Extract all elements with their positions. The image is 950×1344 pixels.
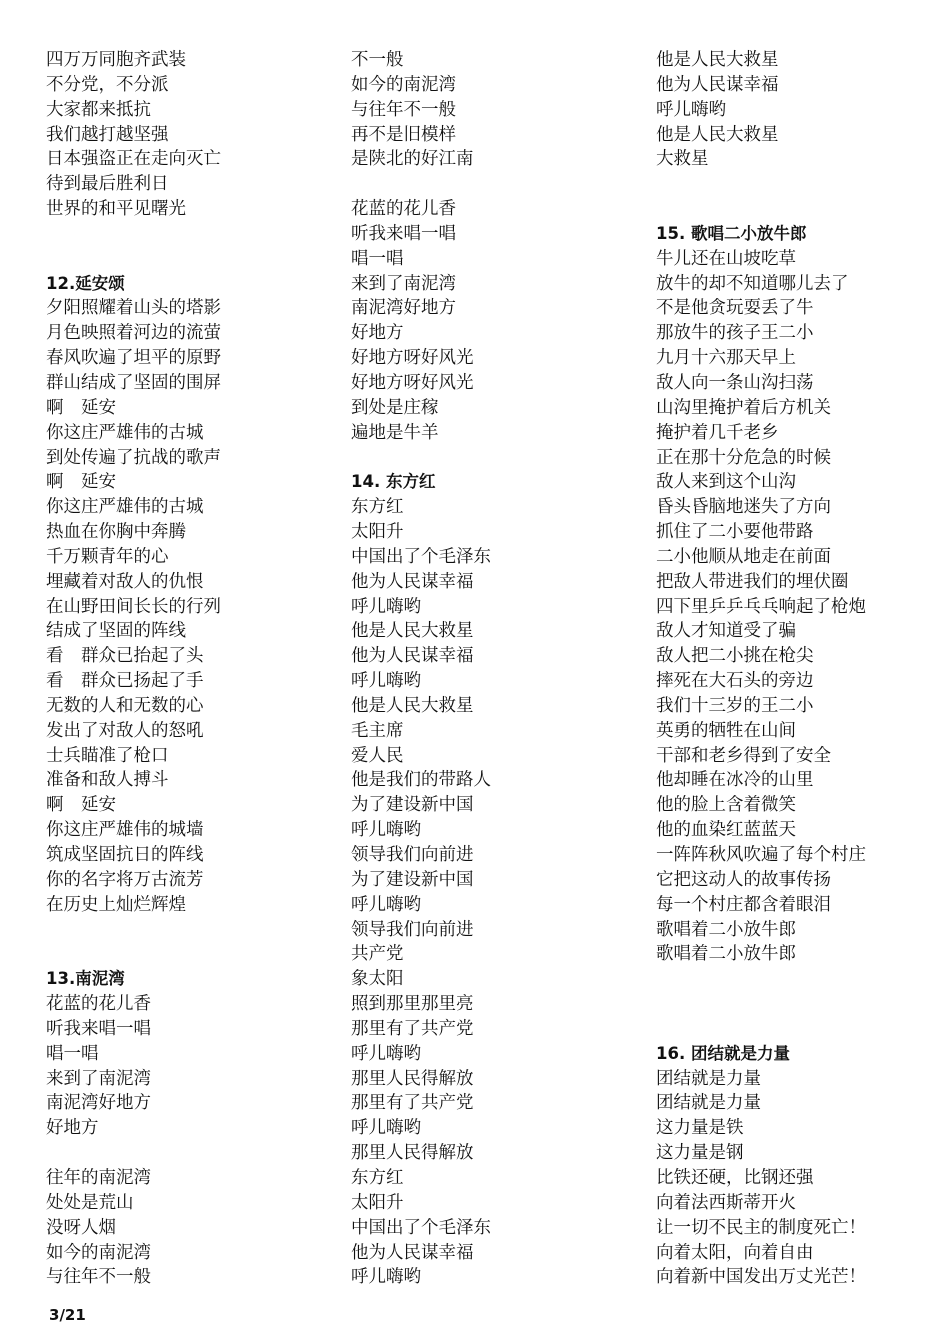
lyric-line: 再不是旧模样 — [351, 124, 456, 145]
blank-line — [46, 1141, 326, 1166]
lyric-line: 群山结成了坚固的围屏 — [46, 372, 221, 393]
lyric-line: 无数的人和无数的心 — [46, 695, 204, 716]
lyric-line: 那里有了共产党 — [351, 1093, 474, 1114]
lyric-line: 他是人民大救星 — [656, 50, 779, 70]
lyric-line: 每一个村庄都含着眼泪 — [656, 894, 831, 915]
lyric-line: 不分党，不分派 — [46, 74, 169, 95]
lyric-line: 往年的南泥湾 — [46, 1167, 151, 1188]
lyric-line: 大救星 — [656, 149, 709, 170]
lyric-line: 看 群众已扬起了手 — [46, 671, 204, 692]
lyric-line: 呼儿嗨哟 — [351, 820, 421, 841]
lyric-line: 好地方呀好风光 — [351, 372, 474, 393]
lyric-line: 日本强盗正在走向灭亡 — [46, 149, 221, 170]
lyric-line: 你这庄严雄伟的城墙 — [46, 820, 204, 841]
lyric-line: 团结就是力量 — [656, 1093, 761, 1114]
lyric-line: 如今的南泥湾 — [351, 74, 456, 95]
lyric-line: 干部和老乡得到了安全 — [656, 745, 831, 766]
lyric-line: 花蓝的花儿香 — [46, 994, 151, 1015]
lyric-line: 热血在你胸中奔腾 — [46, 522, 186, 543]
lyric-line: 在历史上灿烂辉煌 — [46, 894, 186, 915]
lyric-line: 向着太阳，向着自由 — [656, 1242, 814, 1263]
lyric-line: 敌人才知道受了骗 — [656, 621, 796, 642]
lyric-line: 东方红 — [351, 1167, 404, 1188]
lyric-line: 这力量是钢 — [656, 1143, 744, 1164]
lyric-line: 啊 延安 — [46, 397, 116, 418]
lyric-line: 千万颗青年的心 — [46, 546, 169, 567]
lyric-line: 四万万同胞齐武装 — [46, 50, 186, 70]
page-total: 21 — [64, 1306, 86, 1324]
lyric-line: 一阵阵秋风吹遍了每个村庄 — [656, 845, 866, 865]
lyric-line: 他的脸上含着微笑 — [656, 795, 796, 816]
lyric-line: 敌人向一条山沟扫荡 — [656, 372, 814, 393]
lyric-line: 唱一唱 — [351, 248, 404, 269]
lyric-line: 九月十六那天早上 — [656, 348, 796, 369]
page-footer — [49, 1306, 86, 1324]
lyric-line: 把敌人带进我们的埋伏圈 — [656, 571, 849, 592]
lyric-line: 他为人民谋幸福 — [351, 1242, 474, 1263]
lyric-line: 他是人民大救星 — [351, 621, 474, 642]
lyric-line: 听我来唱一唱 — [46, 1018, 151, 1039]
lyric-line: 比铁还硬，比钢还强 — [656, 1167, 814, 1188]
blank-line — [656, 197, 936, 222]
blank-line — [46, 918, 326, 943]
lyric-line: 呼儿嗨哟 — [351, 894, 421, 915]
page-number: 3 — [49, 1306, 60, 1324]
lyric-line: 山沟里掩护着后方机关 — [656, 397, 831, 418]
lyric-line: 花蓝的花儿香 — [351, 199, 456, 220]
lyric-line: 歌唱着二小放牛郎 — [656, 919, 796, 940]
lyric-line: 他是人民大救星 — [656, 124, 779, 145]
lyric-line: 为了建设新中国 — [351, 795, 474, 816]
lyric-line: 共产党 — [351, 944, 404, 965]
lyric-line: 筑成坚固抗日的阵线 — [46, 845, 204, 865]
lyric-line: 我们越打越坚强 — [46, 124, 169, 145]
lyric-line: 他的血染红蓝蓝天 — [656, 820, 796, 841]
lyric-line: 与往年不一般 — [351, 99, 456, 120]
lyric-line: 敌人来到这个山沟 — [656, 472, 796, 493]
lyric-line: 啊 延安 — [46, 795, 116, 816]
lyric-line: 歌唱着二小放牛郎 — [656, 944, 796, 965]
lyric-line: 毛主席 — [351, 720, 404, 741]
lyric-line: 他为人民谋幸福 — [351, 646, 474, 667]
lyric-line: 向着新中国发出万丈光芒！ — [656, 1267, 866, 1288]
lyric-line: 那放牛的孩子王二小 — [656, 323, 814, 344]
lyric-line: 昏头昏脑地迷失了方向 — [656, 497, 831, 518]
lyric-line: 摔死在大石头的旁边 — [656, 671, 814, 692]
lyric-line: 爱人民 — [351, 745, 404, 766]
lyric-line: 中国出了个毛泽东 — [351, 1217, 491, 1238]
lyric-line: 呼儿嗨哟 — [656, 99, 726, 120]
lyric-line: 这力量是铁 — [656, 1118, 744, 1139]
lyric-line: 来到了南泥湾 — [46, 1068, 151, 1089]
lyric-line: 在山野田间长长的行列 — [46, 596, 221, 617]
lyric-line: 来到了南泥湾 — [351, 273, 456, 294]
lyric-line: 好地方 — [46, 1118, 99, 1139]
lyric-line: 象太阳 — [351, 969, 404, 990]
lyric-line: 月色映照着河边的流萤 — [46, 323, 221, 344]
lyric-line: 二小他顺从地走在前面 — [656, 546, 831, 567]
lyric-line: 你这庄严雄伟的古城 — [46, 422, 204, 443]
lyric-line: 他为人民谋幸福 — [351, 571, 474, 592]
blank-line — [656, 967, 936, 992]
blank-line — [656, 1017, 936, 1042]
lyric-line: 照到那里那里亮 — [351, 994, 474, 1015]
lyric-line: 他为人民谋幸福 — [656, 74, 779, 95]
song-title: 15. 歌唱二小放牛郎 — [656, 223, 807, 243]
lyric-line: 遍地是牛羊 — [351, 422, 439, 443]
lyric-line: 他是我们的带路人 — [351, 770, 491, 791]
lyric-line: 南泥湾好地方 — [46, 1093, 151, 1114]
lyric-line: 他却睡在冰冷的山里 — [656, 770, 814, 791]
lyric-line: 掩护着几千老乡 — [656, 422, 779, 443]
lyric-line: 发出了对敌人的怒吼 — [46, 720, 204, 741]
song-title: 12.延安颂 — [46, 273, 125, 293]
lyric-line: 领导我们向前进 — [351, 919, 474, 940]
lyric-line: 呼儿嗨哟 — [351, 1118, 421, 1139]
text-column-1 — [46, 48, 326, 1290]
lyric-line: 太阳升 — [351, 1192, 404, 1213]
lyric-line: 领导我们向前进 — [351, 845, 474, 865]
lyric-line: 待到最后胜利日 — [46, 174, 169, 195]
lyric-line: 敌人把二小挑在枪尖 — [656, 646, 814, 667]
lyric-line: 唱一唱 — [46, 1043, 99, 1064]
lyric-line: 太阳升 — [351, 522, 404, 543]
lyric-line: 到处传遍了抗战的歌声 — [46, 447, 221, 468]
lyric-line: 你这庄严雄伟的古城 — [46, 497, 204, 518]
blank-line — [351, 172, 631, 197]
lyric-line: 大家都来抵抗 — [46, 99, 151, 120]
lyric-line: 不一般 — [351, 50, 404, 70]
lyric-line: 放牛的却不知道哪儿去了 — [656, 273, 849, 294]
lyric-line: 那里人民得解放 — [351, 1143, 474, 1164]
lyric-line: 夕阳照耀着山头的塔影 — [46, 298, 221, 319]
lyric-line: 与往年不一般 — [46, 1267, 151, 1288]
blank-line — [656, 992, 936, 1017]
song-title: 16. 团结就是力量 — [656, 1043, 790, 1063]
song-title: 14. 东方红 — [351, 472, 436, 492]
lyric-line: 准备和敌人搏斗 — [46, 770, 169, 791]
lyric-line: 让一切不民主的制度死亡！ — [656, 1217, 866, 1238]
lyric-line: 呼儿嗨哟 — [351, 671, 421, 692]
text-column-2 — [351, 48, 631, 1290]
lyric-line: 那里人民得解放 — [351, 1068, 474, 1089]
lyric-line: 不是他贪玩耍丢了牛 — [656, 298, 814, 319]
blank-line — [46, 942, 326, 967]
blank-line — [46, 222, 326, 247]
blank-line — [46, 247, 326, 272]
lyric-line: 好地方 — [351, 323, 404, 344]
lyric-line: 你的名字将万古流芳 — [46, 869, 204, 890]
lyric-line: 处处是荒山 — [46, 1192, 134, 1213]
lyric-line: 啊 延安 — [46, 472, 116, 493]
lyric-line: 那里有了共产党 — [351, 1018, 474, 1039]
blank-line — [351, 446, 631, 471]
lyric-line: 团结就是力量 — [656, 1068, 761, 1089]
lyric-line: 向着法西斯蒂开火 — [656, 1192, 796, 1213]
lyric-line: 没呀人烟 — [46, 1217, 116, 1238]
lyric-line: 四下里乒乒乓乓响起了枪炮 — [656, 596, 866, 617]
lyric-line: 世界的和平见曙光 — [46, 199, 186, 220]
lyric-line: 呼儿嗨哟 — [351, 1267, 421, 1288]
lyric-line: 呼儿嗨哟 — [351, 1043, 421, 1064]
lyric-line: 英勇的牺牲在山间 — [656, 720, 796, 741]
page-separator: / — [59, 1306, 65, 1324]
lyric-line: 为了建设新中国 — [351, 869, 474, 890]
lyric-line: 他是人民大救星 — [351, 695, 474, 716]
lyric-line: 正在那十分危急的时候 — [656, 447, 831, 468]
lyric-line: 士兵瞄准了枪口 — [46, 745, 169, 766]
lyric-line: 看 群众已抬起了头 — [46, 646, 204, 667]
lyric-line: 埋藏着对敌人的仇恨 — [46, 571, 204, 592]
lyric-line: 如今的南泥湾 — [46, 1242, 151, 1263]
lyric-line: 牛儿还在山坡吃草 — [656, 248, 796, 269]
lyric-line: 呼儿嗨哟 — [351, 596, 421, 617]
lyric-line: 它把这动人的故事传扬 — [656, 869, 831, 890]
lyric-line: 好地方呀好风光 — [351, 348, 474, 369]
lyric-line: 春风吹遍了坦平的原野 — [46, 348, 221, 369]
text-column-3 — [656, 48, 936, 1290]
lyric-line: 到处是庄稼 — [351, 397, 439, 418]
lyric-line: 东方红 — [351, 497, 404, 518]
lyric-line: 中国出了个毛泽东 — [351, 546, 491, 567]
blank-line — [656, 172, 936, 197]
lyric-line: 结成了坚固的阵线 — [46, 621, 186, 642]
song-title: 13.南泥湾 — [46, 969, 125, 989]
lyric-line: 是陕北的好江南 — [351, 149, 474, 170]
lyric-line: 南泥湾好地方 — [351, 298, 456, 319]
lyric-line: 听我来唱一唱 — [351, 223, 456, 244]
lyric-line: 抓住了二小要他带路 — [656, 522, 814, 543]
lyric-line: 我们十三岁的王二小 — [656, 695, 814, 716]
